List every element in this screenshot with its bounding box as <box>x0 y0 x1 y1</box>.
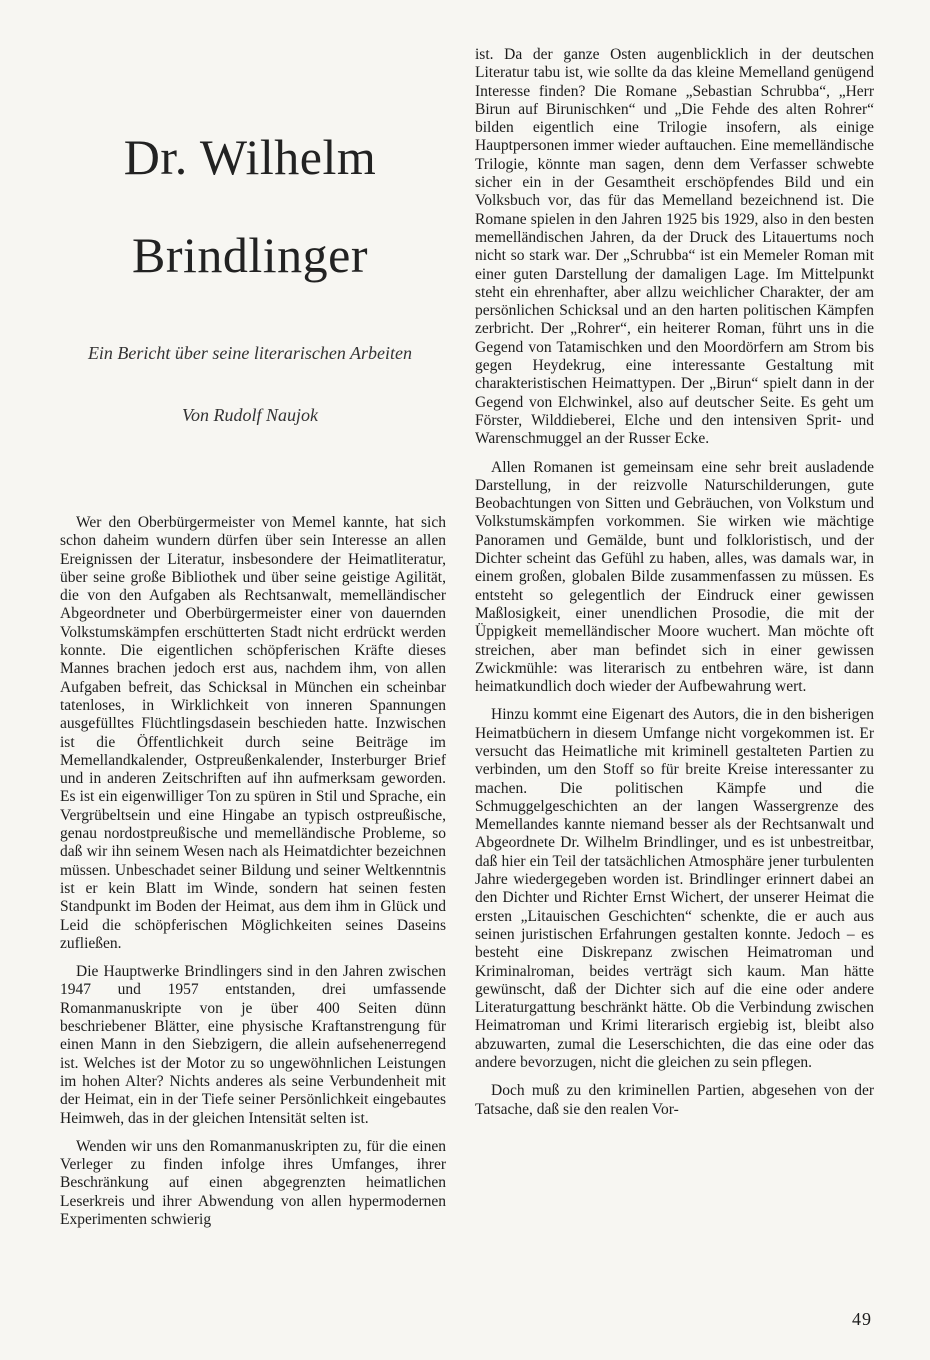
right-column <box>475 46 874 1129</box>
paragraph: Hinzu kommt eine Eigenart des Autors, die in den bisherigen Heimatbüchern in diesem Umfange nicht vorgekommen ist. Er versucht das Heimatliche mit kriminell gestalteten Partien zu verbinden, um den Stoff so für breite Kreise interessanter zu machen. Die politischen Kämpfe und die Schmuggelgeschichten an der langen Wassergrenze des Memellandes kannte niemand besser als der Rechtsanwalt und Abgeordnete Dr. Wilhelm Brindlinger, und es ist unbestreitbar, daß hier ein Teil der tatsächlichen Atmosphäre jener turbulenten Jahre wiedergegeben worden ist. Brindlinger erinnert dabei an den Dichter und Richter Ernst Wichert, der unserer Heimat die ersten „Litauischen Geschichten“ schenkte, die er auch aus seinen juristischen Erfahrungen gestalten konnte. Jedoch – es besteht eine Diskrepanz zwischen Heimatroman und Kriminalroman, beides verträgt sich kaum. Man hätte gewünscht, daß der Dichter sich auf die eine oder andere Literaturgattung beschränkt hätte. Ob die Verbindung zwischen Heimatroman und Krimi literarisch ergiebig ist, bleibt also abzuwarten, zumal die Leserschichten, die das eine oder das andere bevorzugen, nicht die gleichen zu sein pflegen. <box>475 706 874 1072</box>
left-column <box>60 514 446 1239</box>
paragraph: Wenden wir uns den Romanmanuskripten zu, für die einen Verleger zu finden infolge ihres Umfanges, ihrer Beschränkung auf einen abgegrenzten heimatlichen Leserkreis und ihrer Abwendung von allen hypermodernen Experimenten schwierig <box>60 1137 446 1228</box>
paragraph: Wer den Oberbürgermeister von Memel kannte, hat sich schon daheim wundern dürfen über sein Interesse an allen Ereignissen der Literatur, insbesondere der Heimatliteratur, über seine große Bibliothek und über seine geistige Agilität, die von den Aufgaben als Rechtsanwalt, memelländischer Abgeordneter und Oberbürgermeister einer von dauernden Volkstumskämpfen erschütterten Stadt nicht erdrückt werden konnte. Die eigentlichen schöpferischen Kräfte dieses Mannes brachen jedoch erst aus, nachdem ihm, von allen Aufgaben befreit, das Schicksal in München ein scheinbar tatenloses, in Wirklichkeit von inneren Spannungen ausgefülltes Flüchtlingsdasein beschieden hatte. Inzwischen ist die Öffentlichkeit durch seine Beiträge im Memellandkalender, Ostpreußenkalender, Insterburger Brief und in anderen Zeitschriften auf ihn aufmerksam geworden. Es ist ein eigenwilliger Ton zu spüren in Stil und Sprache, ein Vergrübeltsein und eine Hingabe an typisch ostpreußische, genau nordostpreußische und memelländische Probleme, so daß wir ihn seinem Wesen nach als Heimatdichter bezeichnen müssen. Unbeschadet seiner Bildung und seiner Weltkenntnis ist er kein Blatt im Winde, sondern hat seinen festen Standpunkt im Boden der Heimat, aus dem ihm in Glück und Leid die schöpferischen Möglichkeiten seines Daseins zufließen. <box>60 514 446 952</box>
article-title-line-2: Brindlinger <box>131 227 369 283</box>
author-byline: Von Rudolf Naujok <box>182 405 318 425</box>
article-title-line-1: Dr. Wilhelm <box>123 129 377 185</box>
page-number: 49 <box>852 1309 872 1329</box>
paragraph: Allen Romanen ist gemeinsam eine sehr breit ausladende Darstellung, in der reizvolle Naturschilderungen, gute Beobachtungen von Sitten und Gebräuchen, von Volkstum und Volkstumskämpfen vorkommen. Sie wirken wie mächtige Panoramen und Gemälde, bunt und folkloristisch, und der Dichter scheint das Gefühl zu haben, alles, was damals war, in einem großen, globalen Bilde zusammenfassen zu müssen. Es entsteht so gelegentlich der Eindruck einer gewissen Maßlosigkeit, einer unendlichen Prosodie, die mit der Üppigkeit memelländischer Moore wuchert. Man möchte oft streichen, aber man befindet sich in einer gewissen Zwickmühle: was literarisch zu entbehren wäre, ist dann heimatkundlich doch wieder der Aufbewahrung wert. <box>475 458 874 696</box>
paragraph: Die Hauptwerke Brindlingers sind in den Jahren zwischen 1947 und 1957 entstanden, drei umfassende Romanmanuskripte von je über 400 Seiten dünn beschriebener Blätter, eine physische Kraftanstrengung für einen Mann in den Siebzigern, die allein aufsehenerregend ist. Welches ist der Motor zu so ungewöhnlichen Leistungen im hohen Alter? Nichts anderes als seine Verbundenheit mit der Heimat, ein in der Tiefe seiner Persönlichkeit eingebautes Heimweh, das in der gleichen Intensität selten ist. <box>60 963 446 1127</box>
article-subtitle: Ein Bericht über seine literarischen Arbeiten <box>87 343 413 363</box>
paragraph: ist. Da der ganze Osten augenblicklich in der deutschen Literatur tabu ist, wie sollte da das kleine Memelland genügend Interesse finden? Die Romane „Sebastian Schrubba“, „Herr Birun auf Birunischken“ und „Die Fehde des alten Rohrer“ bilden eigentlich eine Trilogie insofern, als einige Hauptpersonen immer wieder auftauchen. Eine memelländische Trilogie, könnte man sagen, denn dem Verfasser schwebte sicher ein in der Gesamtheit erschöpfendes Bild und ein Volksbuch vor, das für das Memelland bezeichnend ist. Die Romane spielen in den Jahren 1925 bis 1929, also in den besten memelländischen Jahren, da der Druck des Litauertums noch nicht so stark war. Der „Schrubba“ ist ein Memeler Roman mit einer guten Darstellung der damaligen Lage. Im Mittelpunkt steht ein ehrenhafter, aber allzu weichlicher Charakter, der am persönlichen Schicksal und an den harten politischen Kämpfen zerbricht. Der „Rohrer“, ein heiterer Roman, führt uns in die Gegend von Tatamischken und den Moordörfern am Strom bis gegen Heydekrug, eine interessante Gestaltung mit charakteristischen Heimattypen. Der „Birun“ spielt dann in der Gegend von Elchwinkel, also auf deutscher Seite. Es geht um Förster, Wilddieberei, Elche und den intensiven Sprit- und Warenschmuggel an der Russer Ecke. <box>475 46 874 448</box>
paragraph: Doch muß zu den kriminellen Partien, abgesehen von der Tatsache, daß sie den realen Vor- <box>475 1082 874 1118</box>
